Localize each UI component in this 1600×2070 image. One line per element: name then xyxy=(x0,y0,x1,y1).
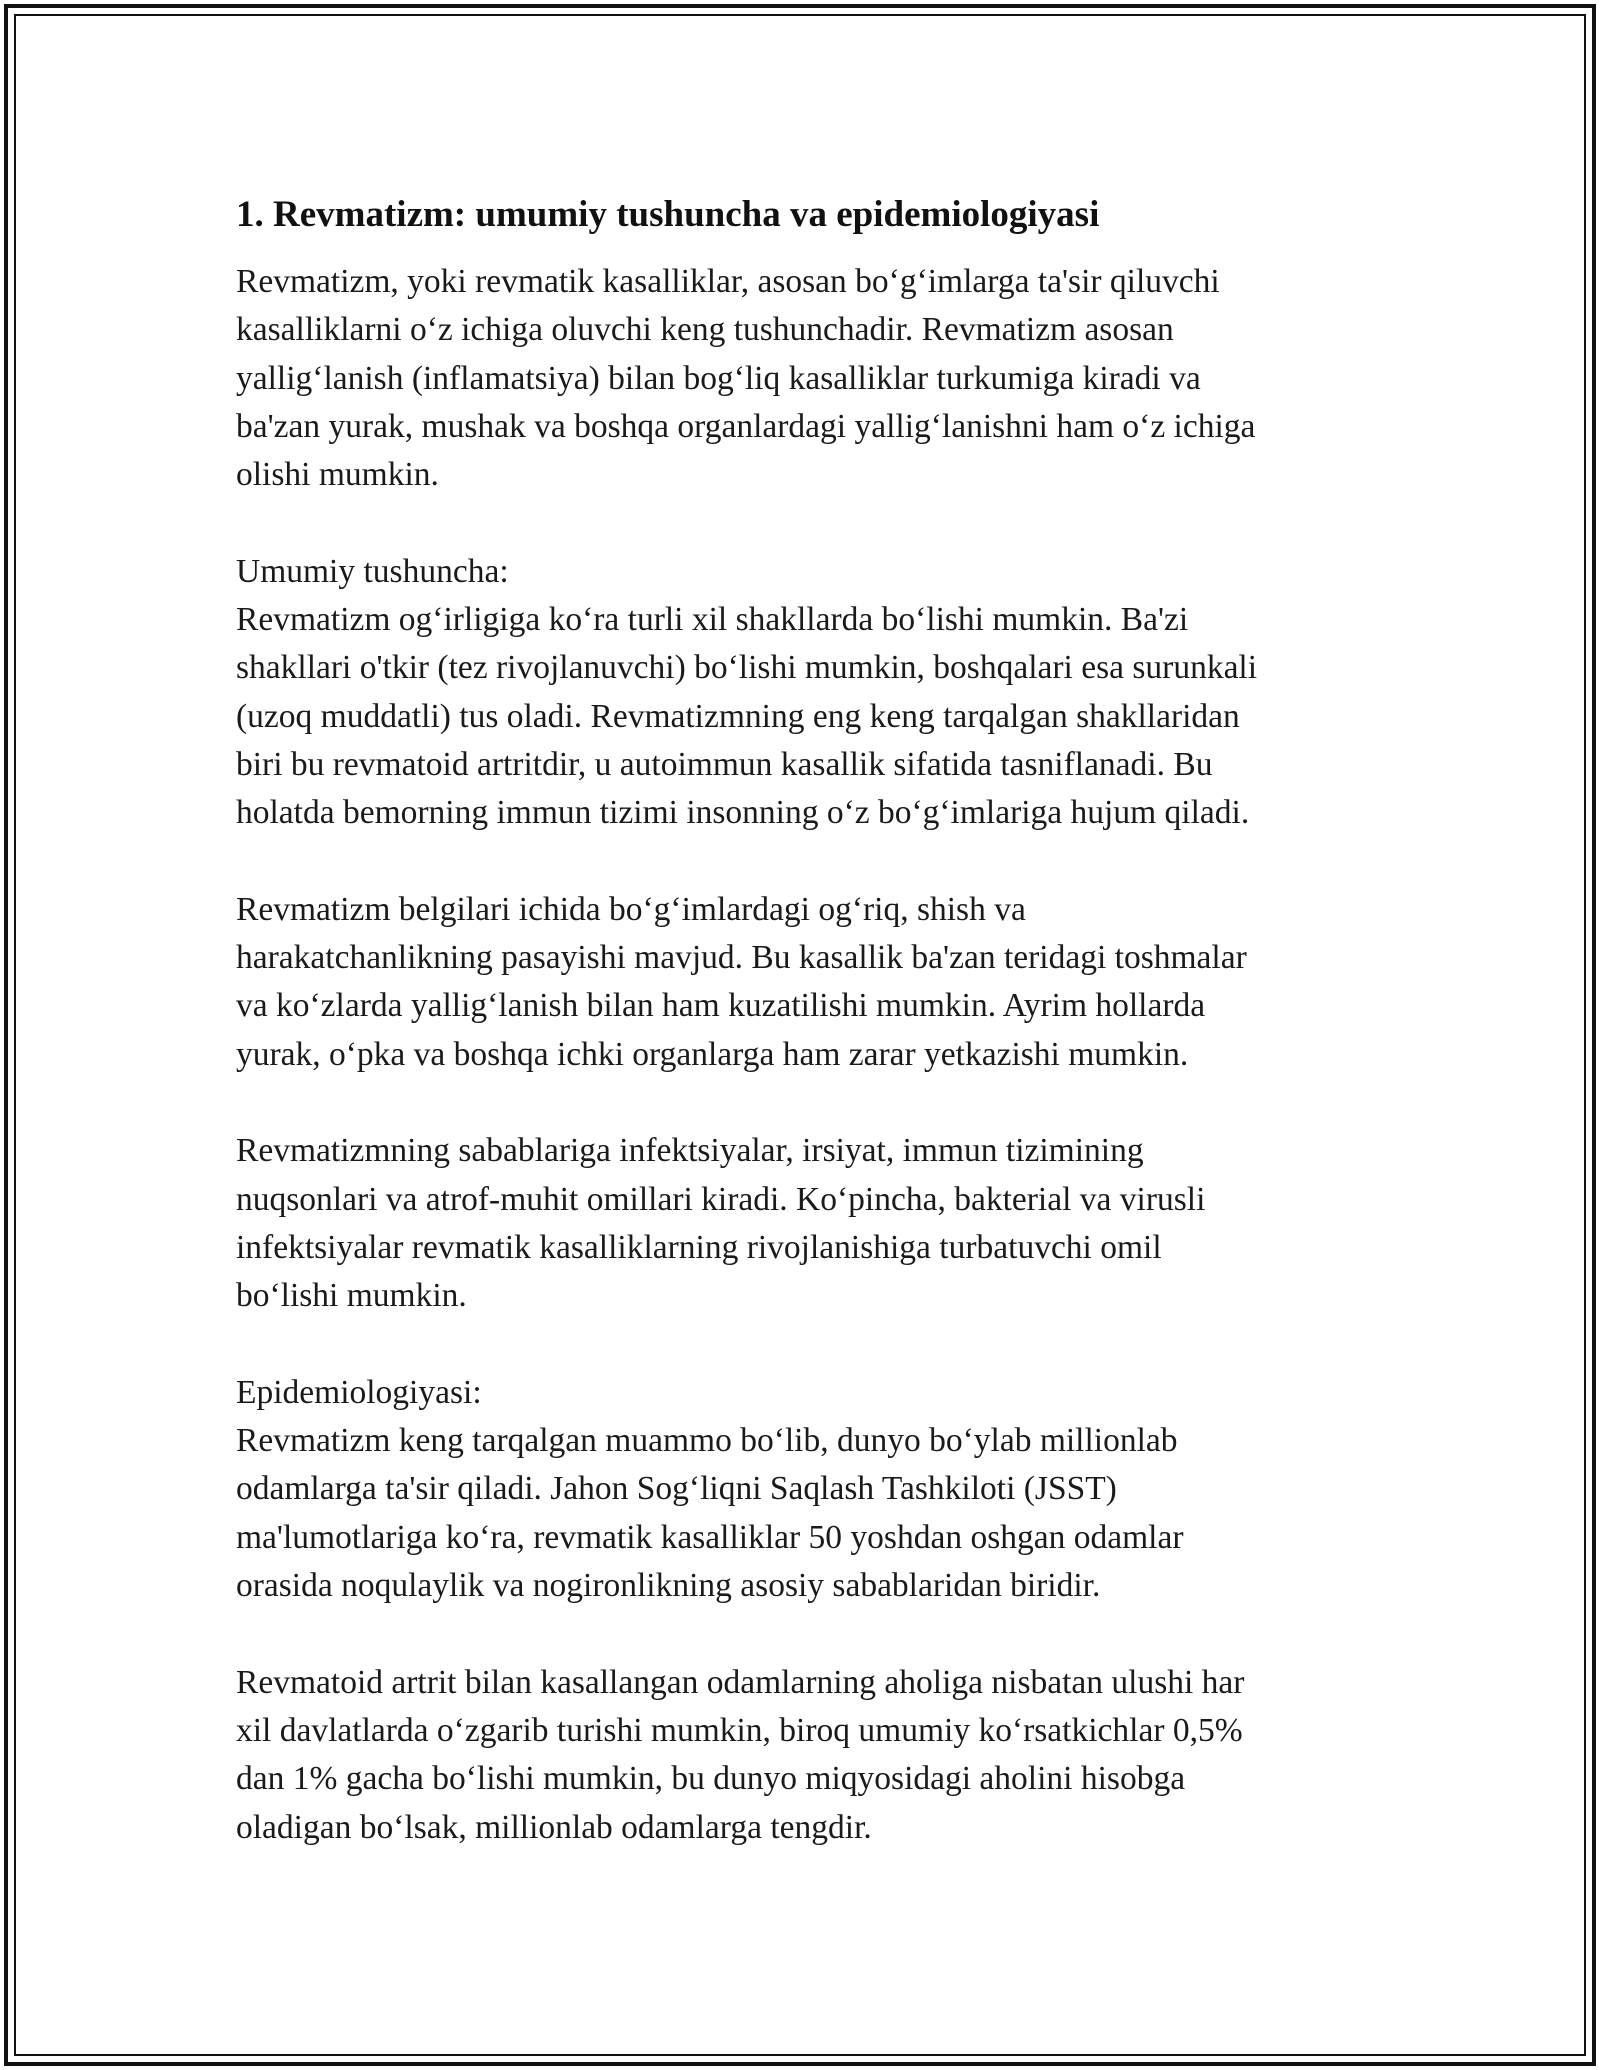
paragraph-prevalence: Revmatizm keng tarqalgan muammo bo‘lib, dunyo bo‘ylab millionlab odamlarga ta'sir qiladi. Jahon Sog‘liqni Saqlash Tashkiloti (JSST) ma'lumotlariga ko‘ra, revmatik kasalliklar 50 yoshdan oshgan odamlar orasida noqulaylik va nogironlikning asosiy sabablaridan biridir. xyxy=(236,1422,1184,1605)
paragraph-causes: Revmatizmning sabablariga infektsiyalar, irsiyat, immun tizimining nuqsonlari va atrof-muhit omillari kiradi. Ko‘pincha, bakterial va virusli infektsiyalar revmatik kasalliklarning rivojlanishiga turbatuvchi omil bo‘lishi mumkin. xyxy=(236,1132,1206,1315)
paragraph-intro: Revmatizm, yoki revmatik kasalliklar, asosan bo‘g‘imlarga ta'sir qiluvchi kasalliklarni o‘z ichiga oluvchi keng tushunchadir. Revmatizm asosan yallig‘lanish (inflamatsiya) bilan bog‘liq kasalliklar turkumiga kiradi va ba'zan yurak, mushak va boshqa organlardagi yallig‘lanishni ham o‘z ichiga olishi mumkin. xyxy=(236,263,1256,494)
paragraph-symptoms: Revmatizm belgilari ichida bo‘g‘imlardagi og‘riq, shish va harakatchanlikning pasayishi mavjud. Bu kasallik ba'zan teridagi toshmalar va ko‘zlarda yallig‘lanish bilan ham kuzatilishi mumkin. Ayrim hollarda yurak, o‘pka va boshqa ichki organlarga ham zarar yetkazishi mumkin. xyxy=(236,890,1247,1073)
subheading-epidemiology: Epidemiologiyasi: xyxy=(236,1373,482,1411)
paragraph-ra-share: Revmatoid artrit bilan kasallangan odamlarning aholiga nisbatan ulushi har xil davlatlarda o‘zgarib turishi mumkin, biroq umumiy ko‘rsatkichlar 0,5% dan 1% gacha bo‘lishi mumkin, bu dunyo miqyosidagi aholini hisobga oladigan bo‘lsak, millionlab odamlarga tengdir. xyxy=(236,1663,1245,1846)
document-body xyxy=(236,190,1366,1900)
subheading-general-concept: Umumiy tushuncha: xyxy=(236,552,509,590)
paragraph-forms: Revmatizm og‘irligiga ko‘ra turli xil shakllarda bo‘lishi mumkin. Ba'zi shakllari o'tkir (tez rivojlanuvchi) bo‘lishi mumkin, boshqalari esa surunkali (uzoq muddatli) tus oladi. Revmatizmning eng keng tarqalgan shakllaridan biri bu revmatoid artritdir, u autoimmun kasallik sifatida tasniflanadi. Bu holatda bemorning immun tizimi insonning o‘z bo‘g‘imlariga hujum qiladi. xyxy=(236,601,1258,832)
section-heading: 1. Revmatizm: umumiy tushuncha va epidemiologiyasi xyxy=(236,194,1100,235)
